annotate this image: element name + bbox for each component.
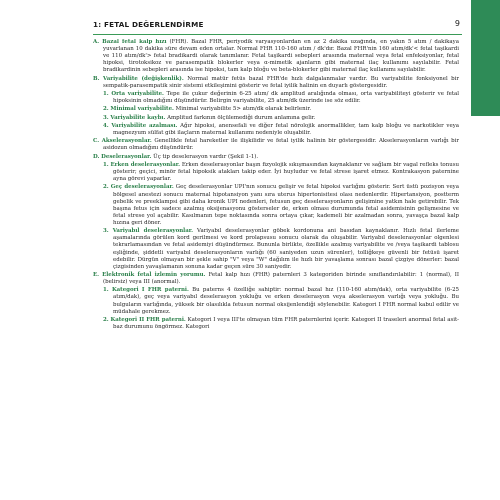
item-marker: 3. — [103, 114, 109, 121]
item-text: Variyabıl deselerasyonlar göbek kordonuna ani basıdan kaynaklanır. Hızlı fetal ilerleme aşamalarında görülen kord gerilmesi ve kord prolapsusu sonucu olarak da oluşabilir. Variyabıl deselerasyonlar olgenlesi tekrarlamasından ve fetal asidemiyi düşündürmez. Bununla birlikte, özellikle azalmış variyabilite ve /veya taşikardi tablosu eşliğinde, şiddetli variyabıl deselerasyonların varlığı (60 saniyeden uzun sürenler), tolliğkeye güvenli bir fetüsü işaret edebilir. Dürgün olmayan bir şekle sahip "V" veya "W" dağılım ile hızlı bir yavaşlama sonrası bazal çizgiye dönerler: bazal çizgisinden yavaşlamanın sonuna kadar geçen süre 30 saniyedir. — [113, 228, 459, 270]
item-marker: D. — [93, 153, 100, 160]
paragraph — [93, 317, 459, 331]
chapter-title: 1: FETAL DEĞERLENDİRME — [93, 20, 204, 29]
item-text: Fetal kalp hızı (FHR) paternleri 3 kategoriden birinde sınıflandırılabilir: 1 (normal), II (belirsiz) veya III (anormal). — [103, 271, 459, 286]
item-title: Variyabilite azalması. — [111, 122, 178, 129]
item-marker: A. — [93, 39, 100, 45]
page-number: 9 — [454, 19, 460, 28]
paragraph — [93, 228, 459, 271]
paragraph — [93, 162, 459, 183]
item-title: Bazal fetal kalp hızı — [102, 39, 167, 45]
chapter-tab — [471, 0, 500, 116]
paragraph — [93, 123, 459, 137]
item-marker: 4. — [103, 122, 109, 129]
item-text: Normal matür fetüs bazal FHR'de hızlı dalgalanmalar vardır. Bu variyabilite fonksiyonel bir sempatik-parasempatik sinir sistemi etkileşimini gösterir ve fetal iyilik halinin en duyarlı göstergesidir. — [103, 75, 459, 89]
paragraph — [93, 184, 459, 227]
item-title: Variyabilite (değişkenlik). — [102, 75, 184, 82]
paragraph — [93, 115, 459, 122]
item-marker: 1. — [103, 162, 109, 168]
item-title: Deselerasyonlar. — [101, 153, 152, 160]
page-header — [93, 20, 462, 35]
item-title: Minimal variyabilite. — [110, 106, 174, 113]
paragraph — [93, 272, 459, 286]
paragraph — [93, 91, 459, 105]
item-text: Erken deselerasyonlar başın fizyolojik sıkışmasından kaynaklanır ve sağlam bir vagal refleks tonusu gösterir; geçici, minör fetal hipoksik atakları takip eder. İyi huyludur ve fetal strese işaret etmez. Kontrakasyon paternine ayna görevi yaparlar. — [113, 162, 459, 183]
item-marker: C. — [93, 138, 100, 145]
item-marker: 1. — [103, 91, 109, 98]
item-marker: 2. — [103, 106, 109, 113]
item-text: (FHR). Bazal FHR, periyodik varyasyonlardan en az 2 dakika uzağında, en yakın 5 atım / dakikaya yuvarlanan 10 dakika süre devam eden ortalar. Normal FHR 110-160 atım / dk'dır. Bazal FHR'nin 160 atım/dk'< fetal taşikardi ve 110 atım/dk'> fetal bradikardi olarak tanımlanır. Fetal taşikardi sebepleri arasında maternal veya fetal enfeksiyonlar, fetal hipoksi, tirotoksikoz ve parasempatik blokerler veya α-mimetik ajanların gibi maternal ilaç kullanımı sayılabilir. Fetal bradikardinin sebepleri arasında ise hipoksi, tam kalp bloğu ve beta-blokerler gibi maternal ilaç kullanımı sayılabilir. — [103, 39, 459, 74]
paragraph — [93, 76, 459, 90]
item-title: Geç deselerasyonlar. — [110, 184, 174, 191]
item-text: Ağır hipoksi, anensefali ve diğer fetal nörolojik anormallikler, tam kalp bloğu ve narkotikler veya magnezyum sülfat gibi ilaçların maternal kullanımı nedeniyle oluşabilir. — [113, 122, 459, 137]
item-text: Kategori I veya III'te olmayan tüm FHR paternlerini içerir. Kategori II traseleri anormal fetal asit-baz durumunu öngörmez. Kategori — [113, 316, 459, 330]
item-marker: 2. — [103, 316, 109, 323]
paragraph — [93, 138, 459, 152]
item-marker: 1. — [103, 287, 109, 294]
item-title: Kategori II FHR paterni. — [110, 316, 186, 323]
item-title: Orta variyabilite. — [111, 91, 164, 98]
paragraph — [93, 39, 459, 74]
paragraph — [93, 154, 459, 161]
paragraph — [93, 106, 459, 113]
item-marker: E. — [93, 271, 100, 278]
item-title: Elektronik fetal izlemin yorumu. — [102, 271, 206, 278]
item-marker: B. — [93, 75, 100, 82]
item-title: Kategori I FHR paterni. — [111, 287, 189, 294]
paragraph — [93, 287, 459, 315]
item-text: Tepe ile çukur değerinin 6-25 atım/ dk amplitud aralığında olması, orta variyabiliteyi gösterir ve fetal hipoksinin olmadığını düşündürür. Belirgin variyabilite, 25 atım/dk üzerinde ise söz edilir. — [113, 91, 459, 105]
item-marker: 2. — [103, 184, 109, 191]
item-title: Akselerasyonlar. — [101, 138, 152, 145]
item-title: Variyabilite kaybı. — [110, 114, 166, 121]
item-title: Variyabıl deselerasyonlar. — [112, 228, 194, 235]
item-marker: 3. — [103, 228, 109, 235]
body-text — [93, 39, 459, 500]
item-text: Bu paterns 4 özelliğe sahiptir: normal bazal hız (110-160 atım/dak), orta variyabilite (6-25 atım/dak), geç veya variyabıl deselerasyon yokluğu ve erken deselerasyon veya akselerasyon varlığı veya yokluğu. Bu bulguların varlığında, yüksek bir olasılıkla fetusun normal oksijenlendiği söylenebilir. Kategori I FHR normal kabul edilir ve müdahale gerekmez. — [113, 287, 459, 315]
item-text: Genellikle fetal hareketler ile ilişkilidir ve fetal iyilik halinin bir göstergesidir. Akselerasyonların varlığı bir asidozun olmadığını düşündürür. — [103, 138, 459, 152]
item-text: Üç tip deselerasyon vardır (Şekil 1-1). — [151, 153, 259, 160]
item-text: Amplitud farkının ölçülemediği durum anlamına gelir. — [165, 114, 316, 121]
item-text: Minimal variyabilite 5> atım/dk olarak belirlenir. — [173, 106, 312, 113]
item-title: Erken deselerasyonlar. — [110, 162, 181, 168]
item-text: Geç deselerasyonlar UPI'nın sonucu gelişir ve fetal hipoksi varlığını gösterir. Sert üstü pozisyon veya bölgesel anestezi sonucu maternal hipotansiyon yanı sıra uterus hipertonisitesi olası nedenlerdir. Hipertansiyon, postterm gebelik ve preeklampsi gibi daha kronik UPI nedenleri, fetusun geç deselerasyonların gelişimine yatkın hale getirebilir. Tek başına fetus için sadece azalmış oksijenasyonu gösterseler de, erken olması durumunda fetal asidemisinin gelişmesine ve fetal strese yol açabilir. Kasılmanın tepe noktasında sonra ortaya çıkar, kademeli bir azalmadan sonra, yavaşça bazal kalp hızına geri döner. — [113, 184, 459, 226]
